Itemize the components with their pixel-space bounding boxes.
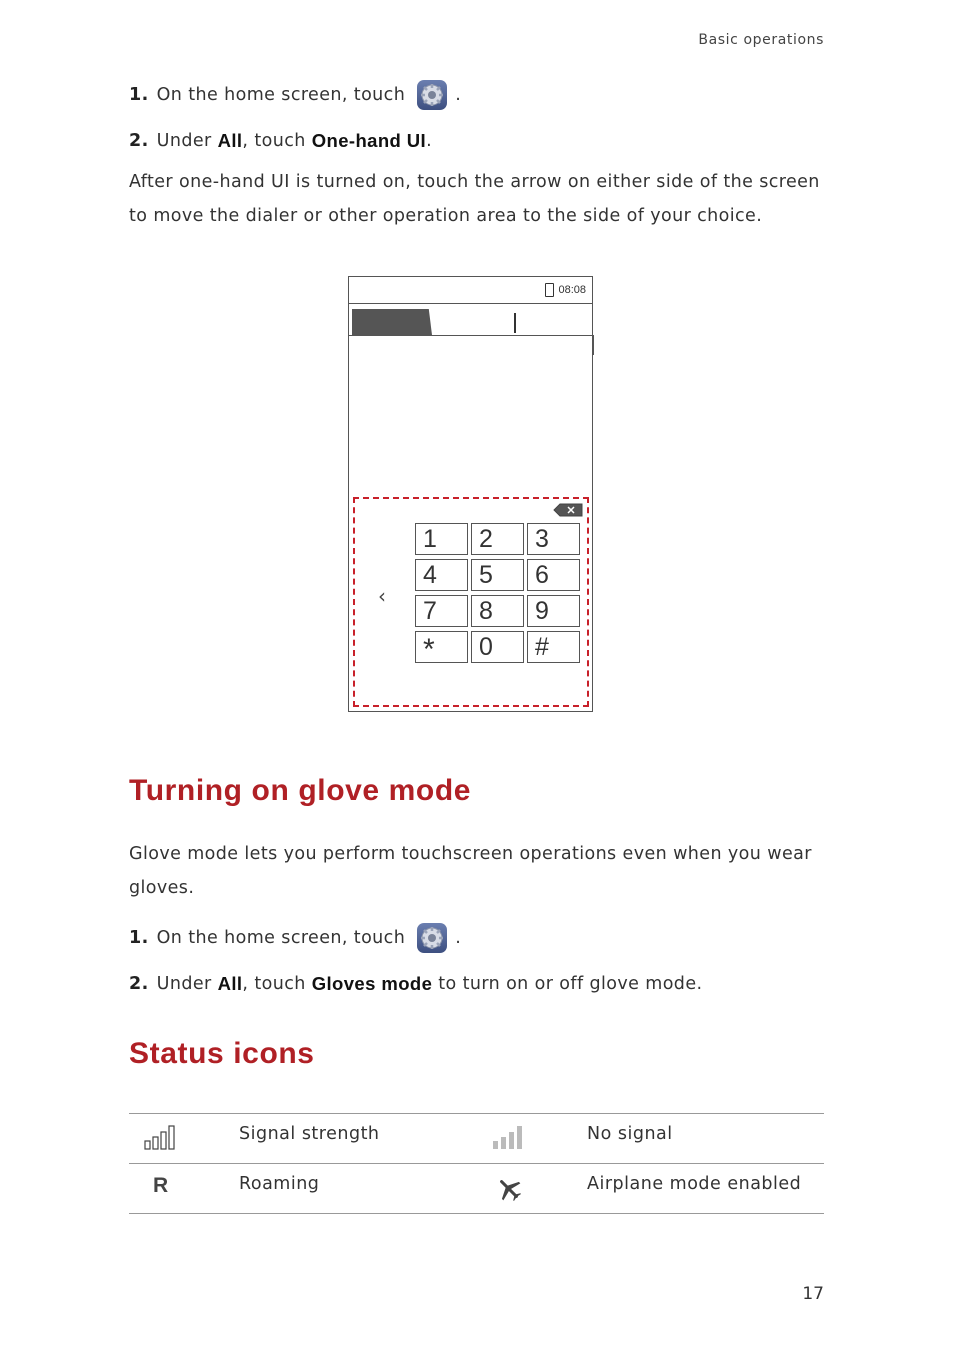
step-text-pre: Under — [156, 131, 212, 151]
onehand-step-1 — [129, 80, 461, 110]
step-number: 2. — [129, 131, 149, 151]
backspace-icon — [553, 503, 583, 517]
step-text-mid: , touch — [242, 974, 306, 994]
all-label: All — [217, 130, 243, 151]
keypad-key: 7 — [415, 595, 468, 627]
onehand-step-2 — [129, 130, 432, 152]
battery-icon — [545, 283, 554, 297]
settings-icon — [417, 923, 447, 953]
page-header: Basic operations — [698, 32, 824, 48]
keypad-key: 3 — [527, 523, 580, 555]
keypad-key: 8 — [471, 595, 524, 627]
status-label: No signal — [587, 1124, 673, 1144]
glove-step-2 — [129, 973, 702, 995]
gloves-mode-label: Gloves mode — [311, 973, 433, 994]
keypad-key: 6 — [527, 559, 580, 591]
keypad-key: * — [415, 631, 468, 663]
move-left-arrow-icon: ‹ — [378, 584, 386, 608]
signal-strength-icon — [144, 1125, 176, 1155]
keypad-key: 5 — [471, 559, 524, 591]
step-number: 1. — [129, 85, 149, 105]
step-end: . — [426, 131, 433, 151]
roaming-icon: R — [153, 1174, 169, 1197]
status-label: Signal strength — [239, 1124, 380, 1144]
page-number: 17 — [802, 1284, 824, 1304]
status-bar — [349, 277, 592, 304]
glove-mode-heading: Turning on glove mode — [129, 774, 472, 807]
tab-row — [349, 307, 592, 336]
keypad-key: 4 — [415, 559, 468, 591]
edge-line — [592, 335, 594, 355]
no-signal-icon — [492, 1125, 524, 1155]
airplane-icon — [495, 1175, 523, 1207]
status-time: 08:08 — [558, 284, 586, 296]
step-number: 1. — [129, 928, 149, 948]
all-label: All — [217, 973, 243, 994]
keypad-key: 9 — [527, 595, 580, 627]
table-row — [129, 1163, 824, 1214]
step-text: On the home screen, touch — [156, 85, 406, 105]
settings-icon — [417, 80, 447, 110]
active-tab — [352, 309, 432, 335]
onehand-description: After one-hand UI is turned on, touch the arrow on either side of the screen to move the dialer or other operation area to the side of your choice. — [129, 172, 820, 226]
keypad-key: 2 — [471, 523, 524, 555]
step-end: . — [455, 85, 462, 105]
status-label: Roaming — [239, 1174, 320, 1194]
table-row — [129, 1113, 824, 1163]
text-cursor — [514, 313, 516, 333]
step-number: 2. — [129, 974, 149, 994]
glove-step-1 — [129, 923, 461, 953]
step-text-pre: Under — [156, 974, 212, 994]
status-icons-table — [129, 1113, 824, 1214]
step-end: . — [455, 928, 462, 948]
one-hand-ui-label: One-hand UI — [311, 130, 427, 151]
keypad-key: # — [527, 631, 580, 663]
step-end: to turn on or off glove mode. — [438, 974, 703, 994]
status-icons-heading: Status icons — [129, 1037, 315, 1070]
step-text-mid: , touch — [242, 131, 306, 151]
keypad-key: 0 — [471, 631, 524, 663]
glove-mode-description: Glove mode lets you perform touchscreen operations even when you wear gloves. — [129, 844, 812, 898]
keypad-key: 1 — [415, 523, 468, 555]
step-text: On the home screen, touch — [156, 928, 406, 948]
status-label: Airplane mode enabled — [587, 1174, 802, 1194]
